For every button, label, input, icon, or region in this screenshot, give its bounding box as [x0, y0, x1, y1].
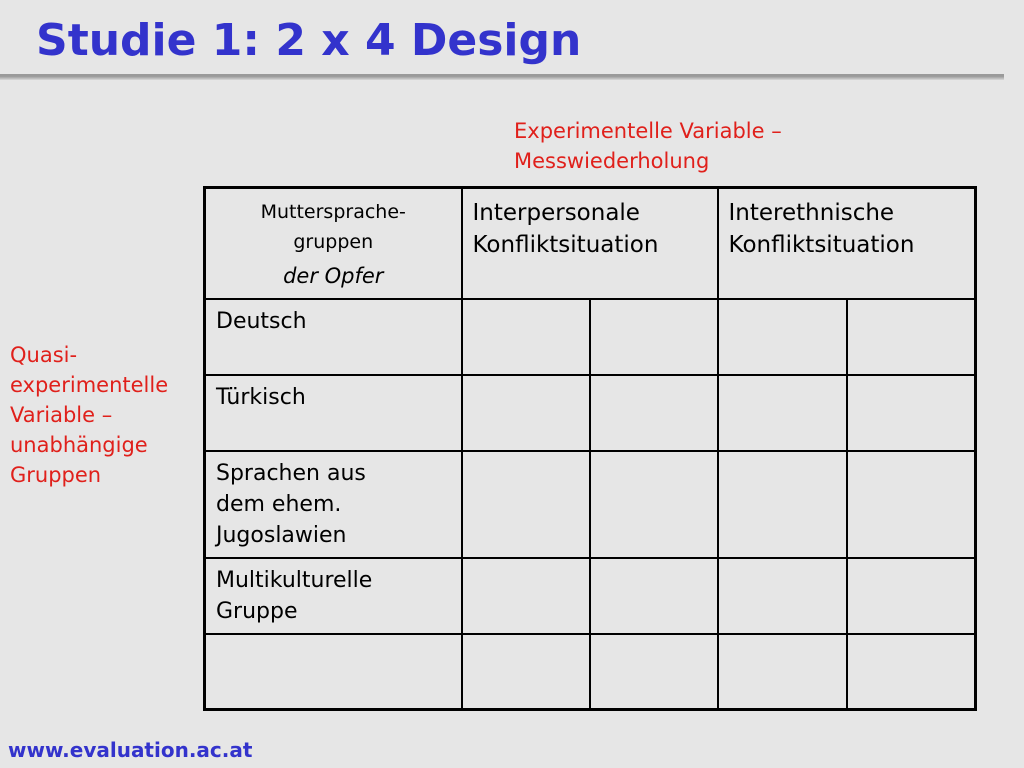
- row-label-line: Multikulturelle: [216, 567, 373, 593]
- quasi-variable-line: Gruppen: [10, 463, 102, 487]
- condition-header-line: Interethnische: [728, 200, 895, 226]
- data-cell: [847, 375, 976, 451]
- quasi-experimental-variable-label: [10, 340, 210, 490]
- data-cell: [718, 634, 847, 710]
- group-header-line: der Opfer: [283, 264, 384, 288]
- group-header-line: Muttersprache-: [260, 201, 406, 223]
- title-divider: [0, 74, 1024, 80]
- table-row: [205, 451, 976, 558]
- data-cell: [718, 299, 847, 375]
- row-label-multikulturell: [205, 558, 462, 634]
- table-row: [205, 299, 976, 375]
- row-label-deutsch: [205, 299, 462, 375]
- row-label-line: Türkisch: [216, 384, 306, 410]
- data-cell: [590, 634, 718, 710]
- group-header-line: gruppen: [293, 231, 374, 253]
- quasi-variable-line: Variable –: [10, 403, 113, 427]
- condition-header-line: Konfliktsituation: [728, 232, 915, 258]
- data-cell: [462, 634, 590, 710]
- table-row: [205, 634, 976, 710]
- data-cell: [462, 375, 590, 451]
- data-cell: [590, 375, 718, 451]
- row-label-line: Jugoslawien: [216, 522, 347, 548]
- experimental-variable-line: Experimentelle Variable –: [514, 119, 782, 143]
- group-header-cell: [205, 188, 462, 299]
- row-label-line: Gruppe: [216, 598, 298, 624]
- row-label-empty: [205, 634, 462, 710]
- experimental-variable-label: [514, 116, 934, 176]
- experimental-variable-line: Messwiederholung: [514, 149, 710, 173]
- row-label-tuerkisch: [205, 375, 462, 451]
- data-cell: [847, 451, 976, 558]
- data-cell: [462, 558, 590, 634]
- quasi-variable-line: experimentelle: [10, 373, 169, 397]
- data-cell: [847, 634, 976, 710]
- condition-header-interethnic: [718, 188, 976, 299]
- data-cell: [718, 451, 847, 558]
- data-cell: [847, 299, 976, 375]
- data-cell: [718, 558, 847, 634]
- table-header-row: [205, 188, 976, 299]
- quasi-variable-line: unabhängige: [10, 433, 148, 457]
- design-table: [203, 186, 977, 711]
- data-cell: [590, 451, 718, 558]
- row-label-jugoslawien: [205, 451, 462, 558]
- condition-header-line: Interpersonale: [472, 200, 640, 226]
- slide-title: Studie 1: 2 x 4 Design: [36, 15, 582, 66]
- data-cell: [590, 299, 718, 375]
- data-cell: [590, 558, 718, 634]
- row-label-line: dem ehem.: [216, 491, 342, 517]
- table-row: [205, 375, 976, 451]
- condition-header-interpersonal: [462, 188, 718, 299]
- data-cell: [462, 451, 590, 558]
- data-cell: [462, 299, 590, 375]
- row-label-line: Sprachen aus: [216, 460, 366, 486]
- quasi-variable-line: Quasi-: [10, 343, 78, 367]
- footer-url: www.evaluation.ac.at: [8, 738, 253, 762]
- condition-header-line: Konfliktsituation: [472, 232, 659, 258]
- data-cell: [847, 558, 976, 634]
- table-row: [205, 558, 976, 634]
- data-cell: [718, 375, 847, 451]
- row-label-line: Deutsch: [216, 308, 307, 334]
